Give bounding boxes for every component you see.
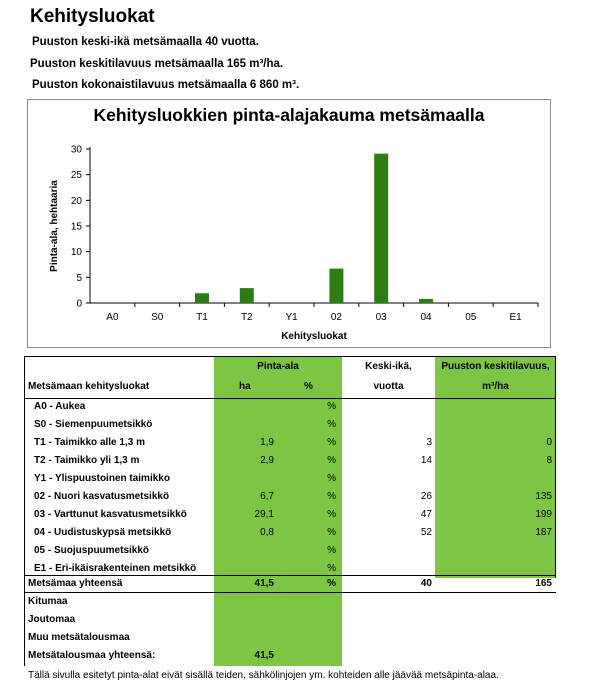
bar-02 — [329, 269, 343, 303]
y-tick-label: 20 — [70, 195, 82, 207]
header-vuotta: vuotta — [373, 381, 404, 392]
x-tick-label: 04 — [420, 312, 432, 323]
y-tick-label: 15 — [70, 221, 82, 233]
table-row-volume: 187 — [535, 527, 552, 538]
table-row-age: 47 — [420, 509, 432, 520]
table-row-volume: 8 — [546, 455, 552, 466]
total-volume: 165 — [535, 578, 552, 589]
total-top-border — [24, 575, 556, 576]
table-row-label: E1 - Eri-ikäisrakenteinen metsikkö — [34, 563, 197, 574]
x-tick-label: T2 — [240, 312, 253, 323]
extra-row-label: Kitumaa — [28, 596, 68, 607]
chart-container — [27, 99, 551, 348]
table-left-border — [24, 356, 25, 666]
summary-mean-volume: Puuston keskitilavuus metsämaalla 165 m³/ha. — [30, 58, 284, 70]
table-top-border — [24, 356, 556, 357]
header-category: Metsämaan kehitysluokat — [28, 381, 150, 392]
bar-03 — [374, 154, 388, 303]
table-row-label: 04 - Uudistuskypsä metsikkö — [34, 527, 172, 538]
x-tick-label: Y1 — [285, 312, 298, 323]
table-row-pct: % — [327, 419, 336, 430]
header-pct: % — [304, 381, 313, 392]
bar-chart — [28, 100, 550, 347]
table-row-ha: 29,1 — [254, 509, 274, 520]
extra-row-label: Muu metsätalousmaa — [28, 632, 130, 643]
extra-row-label: Joutomaa — [28, 614, 76, 625]
table-row-pct: % — [327, 491, 336, 502]
x-axis-label: Kehitysluokat — [281, 331, 347, 342]
table-row-pct: % — [327, 455, 336, 466]
page-title: Kehitysluokat — [30, 6, 155, 27]
table-row-label: 05 - Suojuspuumetsikkö — [34, 545, 150, 556]
y-tick-label: 25 — [70, 170, 82, 182]
table-row-volume: 0 — [546, 437, 552, 448]
development-class-table — [24, 356, 556, 666]
table-row-label: Y1 - Ylispuustoinen taimikko — [34, 473, 170, 484]
header-bottom-border — [24, 398, 556, 399]
table-row-volume: 135 — [535, 491, 552, 502]
table-row-pct: % — [327, 437, 336, 448]
table-row-pct: % — [327, 509, 336, 520]
header-pinta-ala: Pinta-ala — [257, 361, 299, 372]
table-row-pct: % — [327, 527, 336, 538]
table-row-ha: 2,9 — [260, 455, 274, 466]
table-row-age: 14 — [420, 455, 432, 466]
table-row-label: T2 - Taimikko yli 1,3 m — [34, 455, 140, 466]
header-keski-ika: Keski-ikä, — [365, 361, 412, 372]
x-tick-label: E1 — [509, 312, 522, 323]
bar-04 — [419, 299, 433, 303]
table-row-label: S0 - Siemenpuumetsikkö — [34, 419, 153, 430]
header-ha: ha — [239, 381, 251, 392]
total-pct: % — [327, 578, 336, 589]
x-tick-label: T1 — [196, 312, 208, 323]
table-row-age: 3 — [426, 437, 432, 448]
table-row-volume: 199 — [535, 509, 552, 520]
y-tick-label: 10 — [70, 247, 82, 259]
extra-row-ha: 41,5 — [254, 650, 274, 661]
table-row-ha: 1,9 — [260, 437, 274, 448]
footnote: Tällä sivulla esitetyt pinta-alat eivät sisällä teiden, sähkölinjojen ym. kohteiden alle jäävää metsäpinta-alaa. — [28, 670, 499, 681]
y-tick-label: 5 — [76, 272, 82, 284]
x-tick-label: A0 — [106, 312, 119, 323]
y-tick-label: 0 — [76, 298, 82, 310]
header-m3ha: m³/ha — [482, 381, 509, 392]
summary-age: Puuston keski-ikä metsämaalla 40 vuotta. — [32, 36, 259, 48]
total-age: 40 — [420, 578, 432, 589]
x-tick-label: S0 — [151, 312, 164, 323]
extra-row-label: Metsätalousmaa yhteensä: — [28, 650, 156, 661]
x-tick-label: 02 — [330, 312, 342, 323]
x-tick-label: 03 — [375, 312, 387, 323]
table-row-label: 02 - Nuori kasvatusmetsikkö — [34, 491, 170, 502]
y-axis-label: Pinta-ala, hehtaaria — [49, 180, 60, 272]
bar-T2 — [240, 288, 254, 303]
table-row-pct: % — [327, 401, 336, 412]
table-row-label: A0 - Aukea — [34, 401, 86, 412]
table-row-pct: % — [327, 473, 336, 484]
table-row-pct: % — [327, 563, 336, 574]
table-row-pct: % — [327, 545, 336, 556]
table-row-label: 03 - Varttunut kasvatusmetsikkö — [34, 509, 187, 520]
chart-title: Kehitysluokkien pinta-alajakauma metsämaalla — [93, 105, 485, 125]
bar-T1 — [195, 293, 209, 303]
total-label: Metsämaa yhteensä — [28, 578, 123, 589]
table-row-ha: 0,8 — [260, 527, 274, 538]
summary-total-volume: Puuston kokonaistilavuus metsämaalla 6 860 m³. — [32, 79, 300, 91]
table-row-age: 52 — [420, 527, 432, 538]
y-tick-label: 30 — [70, 144, 82, 156]
table-row-ha: 6,7 — [260, 491, 274, 502]
table-row-label: T1 - Taimikko alle 1,3 m — [34, 437, 145, 448]
table-row-age: 26 — [420, 491, 432, 502]
total-ha: 41,5 — [254, 578, 274, 589]
header-tilavuus: Puuston keskitilavuus, — [441, 361, 550, 372]
x-tick-label: 05 — [465, 312, 477, 323]
total-bottom-border — [24, 592, 556, 593]
